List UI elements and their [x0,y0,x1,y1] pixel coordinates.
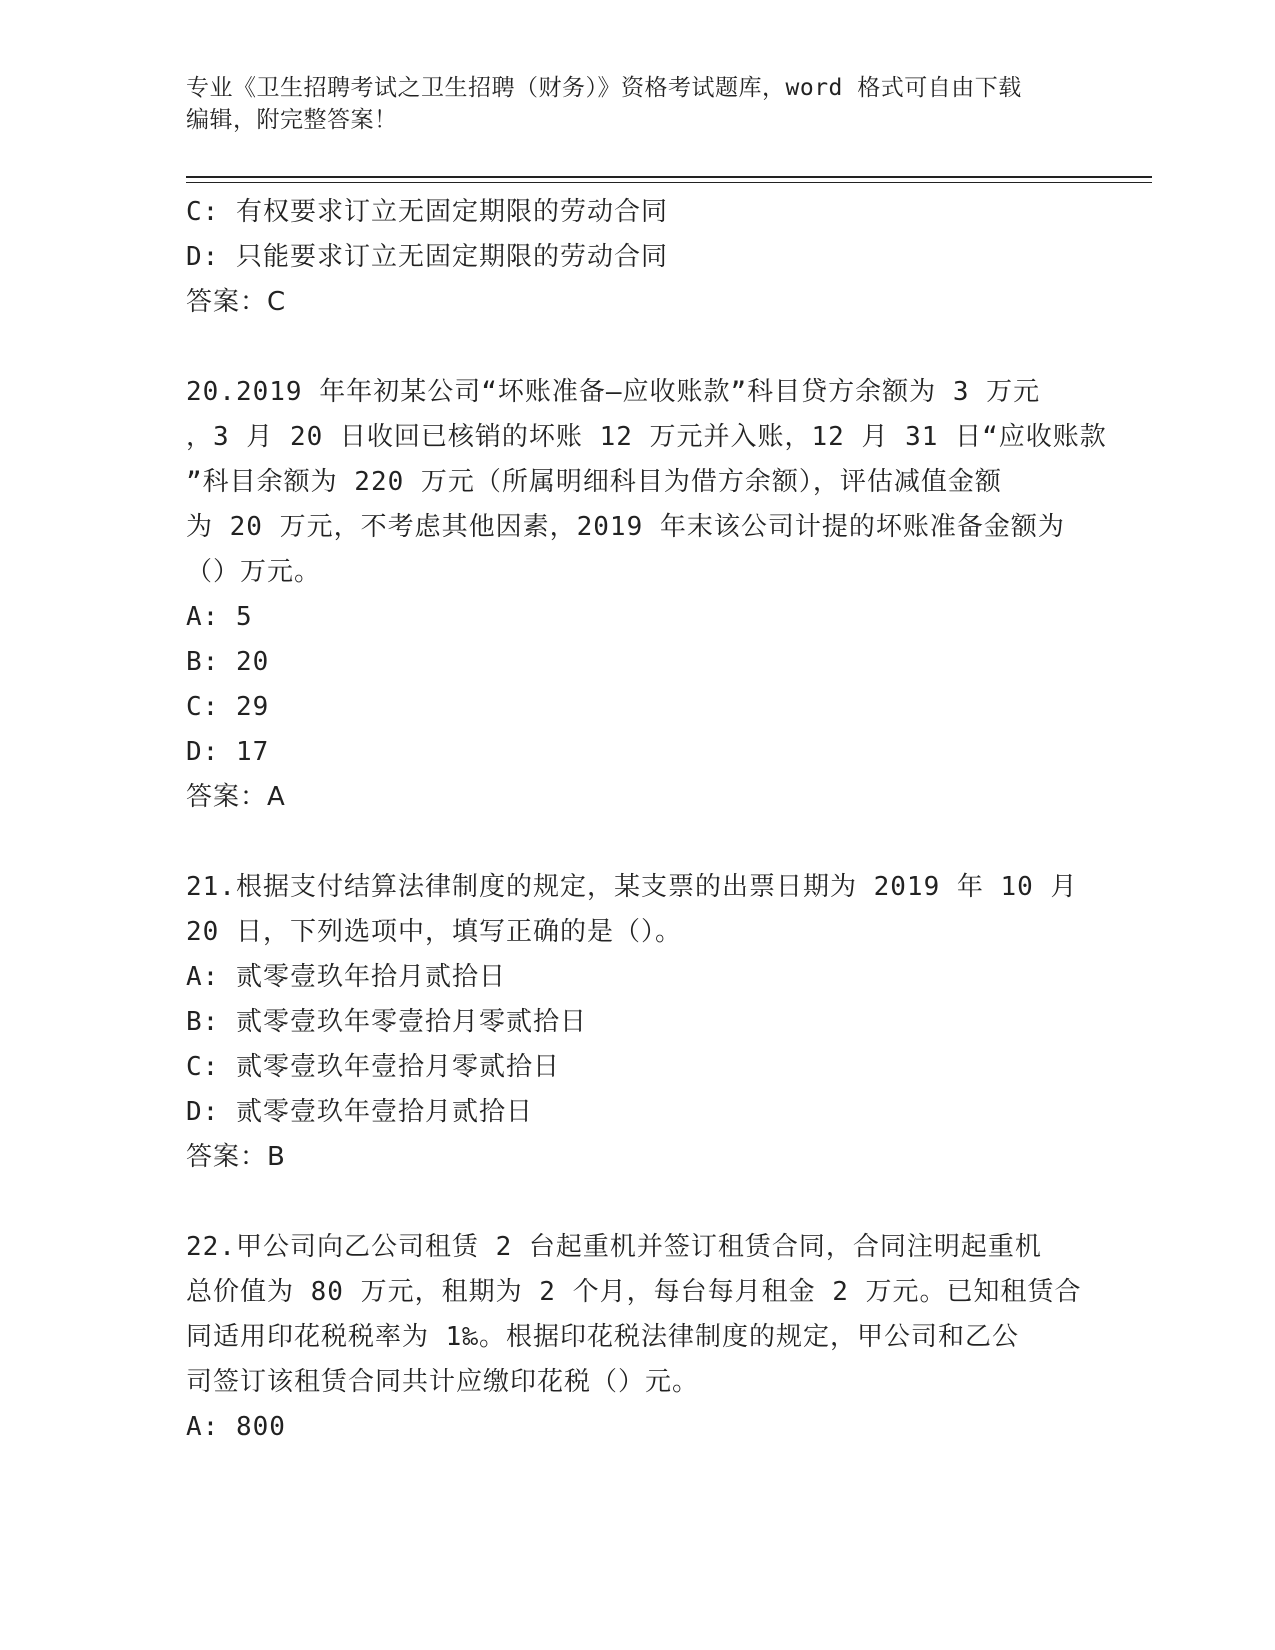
q21-option-c: C: 贰零壹玖年壹拾月零贰拾日 [186,1052,560,1082]
q20-stem-line: 20.2019 年年初某公司“坏账准备—应收账款”科目贷方余额为 3 万元 [186,377,1041,407]
header-divider-thin [186,182,1152,183]
q22-option-a: A: 800 [186,1412,286,1442]
q19-option-d: D: 只能要求订立无固定期限的劳动合同 [186,242,668,272]
header-divider-thick [186,176,1152,178]
question-22 [186,1225,1086,1450]
q20-stem-line: （）万元。 [186,557,322,587]
q21-option-b: B: 贰零壹玖年零壹拾月零贰拾日 [186,1007,587,1037]
q22-stem-line: 22.甲公司向乙公司租赁 2 台起重机并签订租赁合同，合同注明起重机 [186,1232,1042,1262]
q20-option-c: C: 29 [186,692,270,722]
header-line-2: 编辑，附完整答案！ [186,107,398,133]
q19-answer: 答案：C [186,287,287,317]
q20-stem-line: ”科目余额为 220 万元（所属明细科目为借方余额），评估减值金额 [186,467,1002,497]
question-21 [186,865,1086,1180]
q21-option-d: D: 贰零壹玖年壹拾月贰拾日 [186,1097,533,1127]
q22-stem-line: 司签订该租赁合同共计应缴印花税（）元。 [186,1367,700,1397]
q22-stem-line: 总价值为 80 万元，租期为 2 个月，每台每月租金 2 万元。已知租赁合 [186,1277,1082,1307]
q20-stem-line: 为 20 万元，不考虑其他因素，2019 年末该公司计提的坏账准备金额为 [186,512,1065,542]
spacer [186,325,1086,370]
q22-stem-line: 同适用印花税税率为 1‰。根据印花税法律制度的规定，甲公司和乙公 [186,1322,1019,1352]
question-20 [186,370,1107,820]
question-content [186,190,1107,1450]
q21-stem-line: 21.根据支付结算法律制度的规定，某支票的出票日期为 2019 年 10 月 [186,872,1078,902]
q20-option-b: B: 20 [186,647,270,677]
q20-option-d: D: 17 [186,737,270,767]
q20-answer: 答案：A [186,782,286,812]
question-19 [186,190,1086,325]
header-line-1: 专业《卫生招聘考试之卫生招聘（财务）》资格考试题库，word 格式可自由下载 [186,75,1022,101]
spacer [186,1180,1086,1225]
document-header [186,72,1086,136]
q20-option-a: A: 5 [186,602,253,632]
q21-option-a: A: 贰零壹玖年拾月贰拾日 [186,962,506,992]
spacer [186,820,1086,865]
q21-stem-line: 20 日，下列选项中，填写正确的是（）。 [186,917,682,947]
q19-option-c: C: 有权要求订立无固定期限的劳动合同 [186,197,668,227]
q20-stem-line: ，3 月 20 日收回已核销的坏账 12 万元并入账，12 月 31 日“应收账款 [186,422,1107,452]
q21-answer: 答案：B [186,1142,286,1172]
